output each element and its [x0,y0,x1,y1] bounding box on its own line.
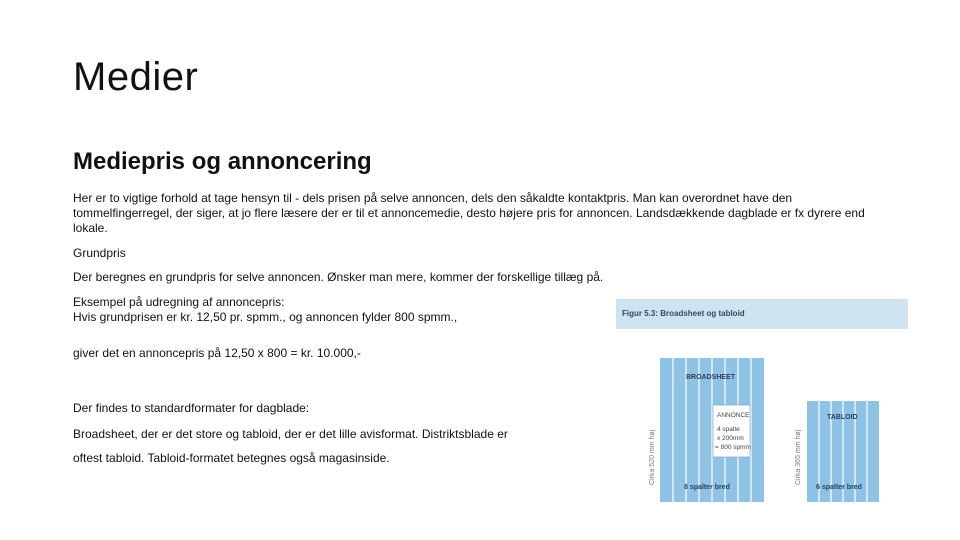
example-line-2: Hvis grundprisen er kr. 12,50 pr. spmm., og annoncen fylder 800 spmm., [73,310,458,324]
broadsheet-height-label: Cirka 520 mm høj [649,429,656,485]
broadsheet-label: BROADSHEET [686,374,736,381]
example-line-1: Eksempel på udregning af annoncepris: [73,295,285,309]
formats-heading: Der findes to standardformater for dagblade: [73,401,310,415]
price-calculation: giver det en annoncepris på 12,50 x 800 = kr. 10.000,- [73,346,361,360]
tabloid-label: TABLOID [827,414,858,421]
figure-caption-bar [616,299,908,329]
oftest-text: oftest tabloid. Tabloid-formatet betegnes også magasinside. [73,451,390,465]
grundpris-text: Der beregnes en grundpris for selve annoncen. Ønsker man mere, kommer der forskellige tillæg på. [73,270,604,284]
tabloid-columns-label: 6 spalter bred [816,484,862,491]
intro-paragraph: Her er to vigtige forhold at tage hensyn til - dels prisen på selve annoncen, dels den såkaldte kontaktpris. Man kan overordnet have den tommelfingerregel, der siger, at jo flere læsere der er til et annoncemedie, desto højere pris for annoncen. Landsdækkende dagblade er fx dyrere end lokale. [73,191,865,235]
annonce-line-3: = 800 spmm [715,444,751,451]
slide-subtitle: Mediepris og annoncering [73,148,372,175]
slide-title: Medier [73,55,199,99]
example-text [73,295,457,325]
tabloid-height-label: Cirka 365 mm høj [795,429,802,485]
broadsheet-columns-label: 8 spalter bred [684,484,730,491]
grundpris-heading: Grundpris [73,246,126,260]
broadsheet-text: Broadsheet, der er det store og tabloid, der er det lille avisformat. Distriktsblade er [73,427,508,441]
annonce-title: ANNONCE [717,412,750,419]
broadsheet-tabloid-figure [640,355,890,505]
figure-caption: Figur 5.3: Broadsheet og tabloid [622,309,745,318]
annonce-line-1: 4 spalte [717,426,740,433]
annonce-line-2: x 200mm [717,435,744,442]
